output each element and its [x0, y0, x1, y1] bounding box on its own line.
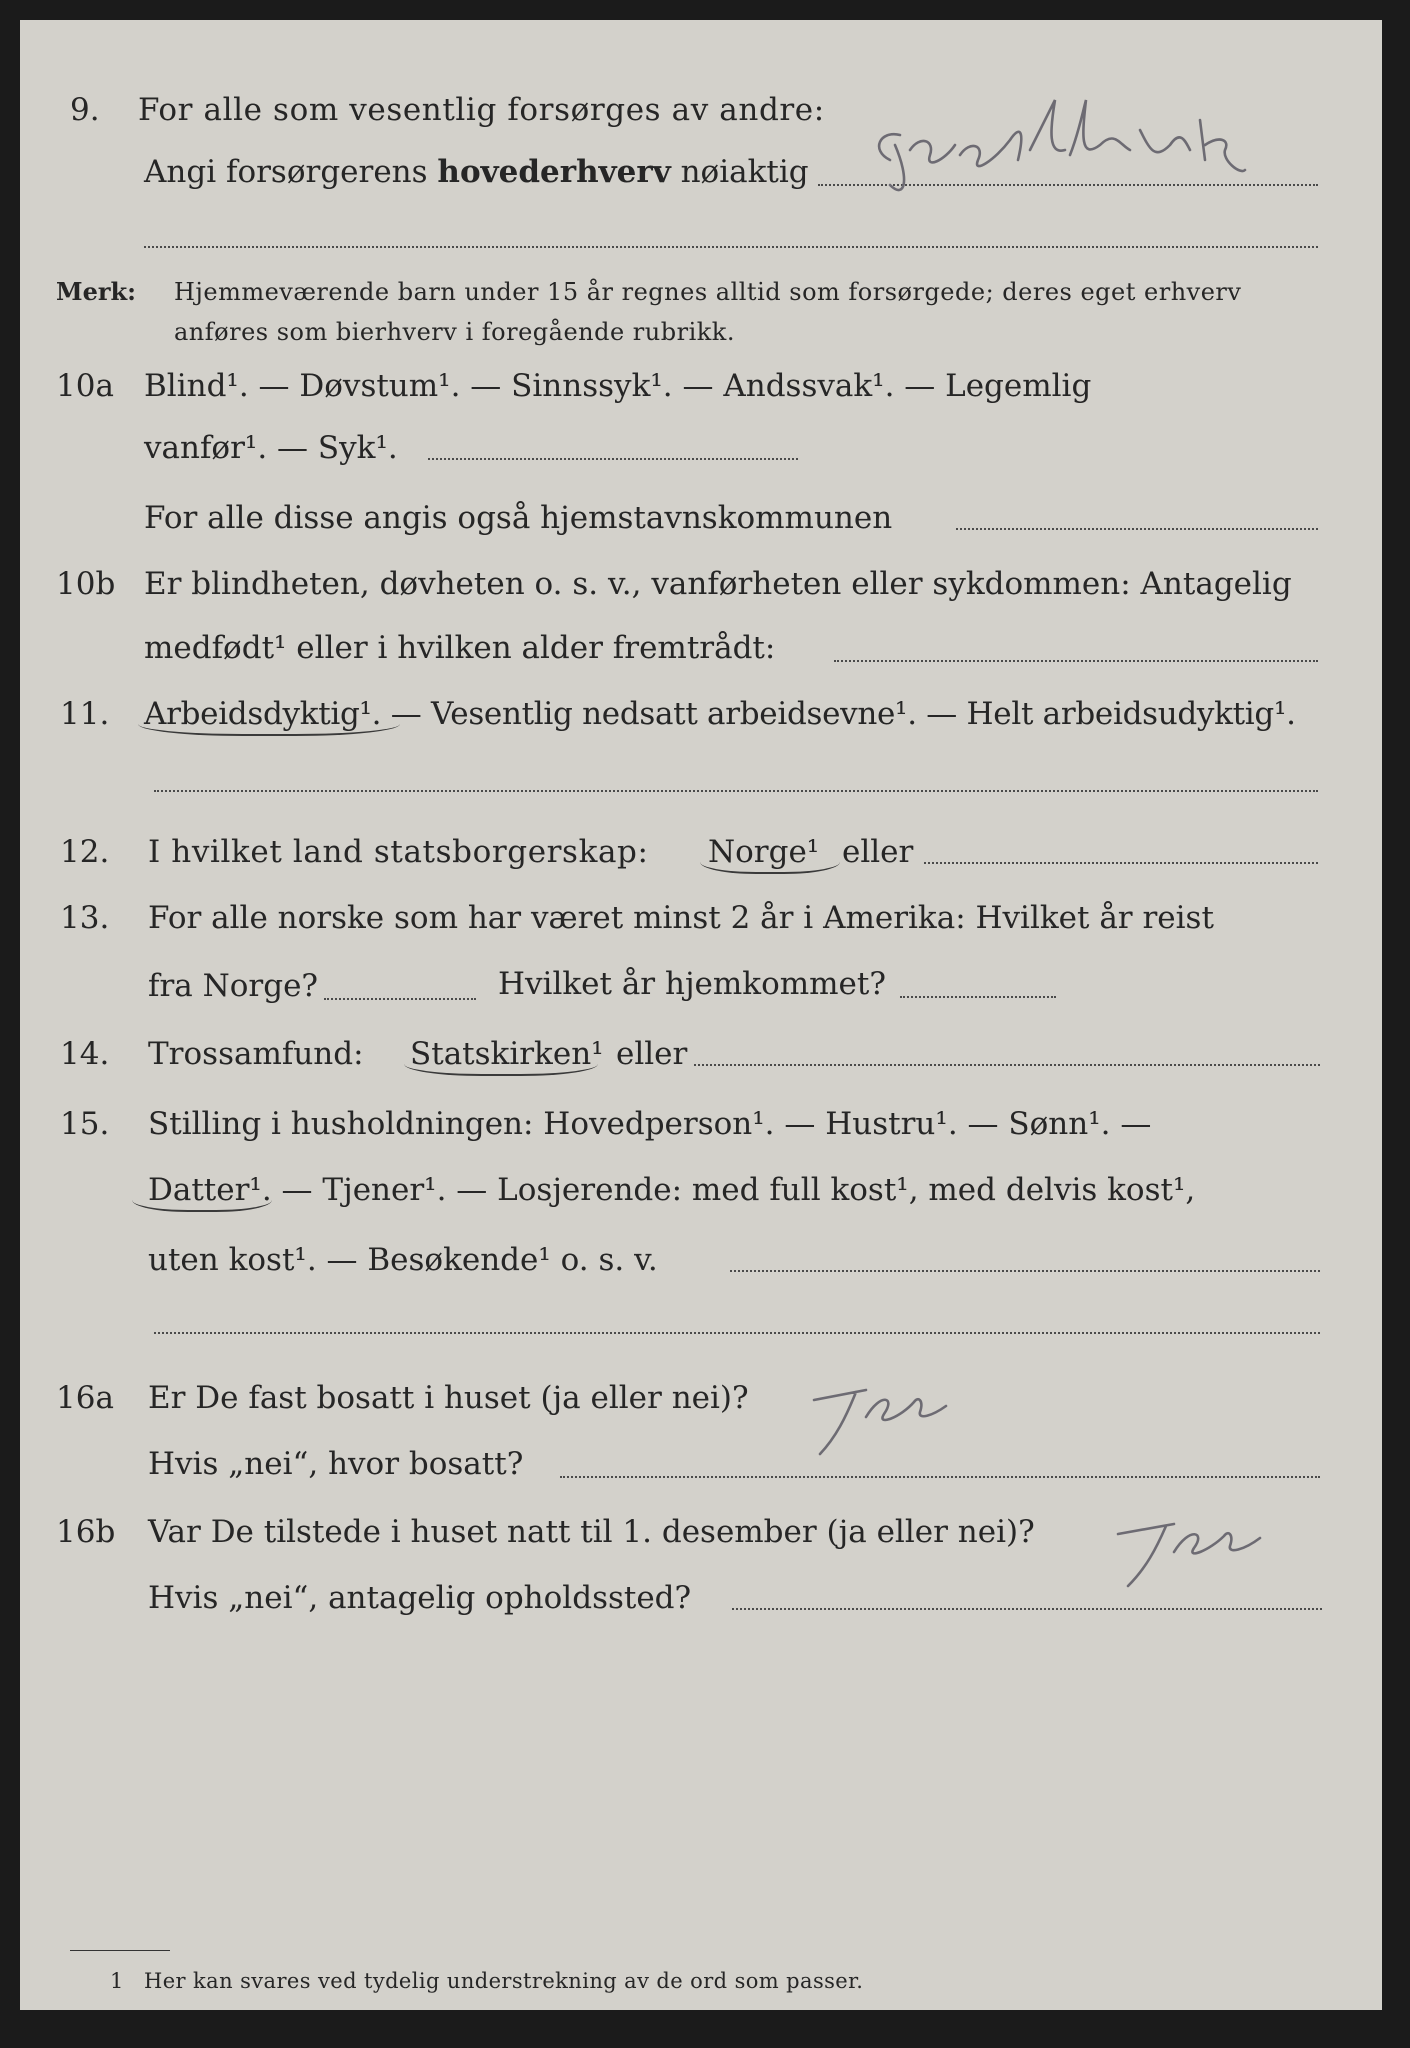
census-form-page: [20, 20, 1382, 2010]
q10a-home-line[interactable]: [956, 528, 1318, 530]
q9-extra-line[interactable]: [144, 246, 1318, 248]
q16b-number: 16b: [56, 1514, 116, 1550]
footnote-mark: 1: [110, 1969, 124, 1993]
q15-datter[interactable]: Datter¹.: [148, 1172, 272, 1208]
merk-label: Merk:: [56, 277, 136, 306]
q9-line2-c: nøiaktig: [670, 154, 809, 190]
q12-text-a: I hvilket land statsborgerskap:: [148, 834, 649, 870]
q15-number: 15.: [60, 1106, 110, 1142]
q14-number: 14.: [60, 1036, 110, 1072]
q10a-answer-line[interactable]: [428, 458, 798, 460]
q9-line2-a: Angi forsørgerens: [144, 154, 438, 190]
q16b-line2: Hvis „nei“, antagelig opholdssted?: [148, 1580, 692, 1616]
q11-arbeidsdyktig[interactable]: Arbeidsdyktig¹.: [144, 696, 382, 732]
q15-underline-datter: [132, 1200, 272, 1212]
q16b-line1: Var De tilstede i huset natt til 1. desember (ja eller nei)?: [148, 1514, 1035, 1550]
q10a-line3: For alle disse angis også hjemstavnskommunen: [144, 500, 893, 536]
q10b-number: 10b: [56, 566, 116, 602]
q14-answer-line[interactable]: [694, 1064, 1320, 1066]
q11-extra-line[interactable]: [154, 790, 1318, 792]
q15-extra-line[interactable]: [154, 1332, 1320, 1334]
q15-answer-line[interactable]: [730, 1270, 1320, 1272]
q12-answer-line[interactable]: [924, 862, 1318, 864]
q13-line1: For alle norske som har været minst 2 år i Amerika: Hvilket år reist: [148, 900, 1214, 936]
footnote-rule: [70, 1950, 170, 1951]
merk-line2: anføres som bierhverv i foregående rubrikk.: [174, 318, 735, 346]
q16a-number: 16a: [56, 1380, 114, 1416]
footnote-text: Her kan svares ved tydelig understrekning av de ord som passer.: [144, 1969, 864, 1993]
q9-line1: For alle som vesentlig forsørges av andre:: [138, 92, 825, 128]
q15-line1: Stilling i husholdningen: Hovedperson¹. — Hustru¹. — Sønn¹. —: [148, 1106, 1152, 1142]
q9-handwritten-answer: [850, 90, 1310, 200]
q15-line2: [148, 1172, 1195, 1208]
q16a-line2: Hvis „nei“, hvor bosatt?: [148, 1446, 524, 1482]
q12-number: 12.: [60, 834, 110, 870]
q9-hovederhverv: hovederhverv: [437, 154, 671, 190]
q16a-answer-line[interactable]: [560, 1476, 1320, 1478]
q10a-line2: vanfør¹. — Syk¹.: [144, 430, 398, 466]
q12-text-b: eller: [842, 834, 914, 870]
q16b-answer-line[interactable]: [732, 1608, 1322, 1610]
q16b-handwritten-ja: [1110, 1504, 1290, 1594]
q14-statskirken[interactable]: Statskirken¹: [410, 1036, 604, 1072]
q16a-handwritten-ja: [806, 1372, 976, 1462]
q10a-line1: Blind¹. — Døvstum¹. — Sinnssyk¹. — Andssvak¹. — Legemlig: [144, 368, 1092, 404]
q15-line2-rest: — Tjener¹. — Losjerende: med full kost¹, med delvis kost¹,: [271, 1172, 1196, 1208]
q14-text-b: eller: [616, 1036, 688, 1072]
q16a-line1: Er De fast bosatt i huset (ja eller nei)?: [148, 1380, 749, 1416]
q10b-line1: Er blindheten, døvheten o. s. v., vanførheten eller sykdommen: Antagelig: [144, 566, 1292, 602]
q9-number: 9.: [70, 92, 100, 128]
q11-number: 11.: [60, 696, 110, 732]
q14-text-a: Trossamfund:: [148, 1036, 364, 1072]
q10b-line2: medfødt¹ eller i hvilken alder fremtrådt:: [144, 630, 776, 666]
q13-number: 13.: [60, 900, 110, 936]
q10a-number: 10a: [56, 368, 114, 404]
q12-norge[interactable]: Norge¹: [708, 834, 820, 870]
q11-rest: — Vesentlig nedsatt arbeidsevne¹. — Helt arbeidsudyktig¹.: [381, 696, 1296, 732]
q12-underline-norge: [700, 862, 840, 874]
q11-underline-arbeidsdyktig: [138, 724, 400, 736]
q10b-answer-line[interactable]: [834, 660, 1318, 662]
q13-reist-line[interactable]: [324, 998, 476, 1000]
q13-line2-b: Hvilket år hjemkommet?: [498, 966, 886, 1002]
q14-underline-statskirken: [404, 1064, 598, 1076]
q15-line3: uten kost¹. — Besøkende¹ o. s. v.: [148, 1242, 658, 1278]
q13-hjemkommet-line[interactable]: [900, 996, 1056, 998]
q9-line2: [144, 154, 809, 190]
q13-line2-a: fra Norge?: [148, 968, 319, 1004]
merk-line1: Hjemmeværende barn under 15 år regnes alltid som forsørgede; deres eget erhverv: [174, 278, 1242, 306]
